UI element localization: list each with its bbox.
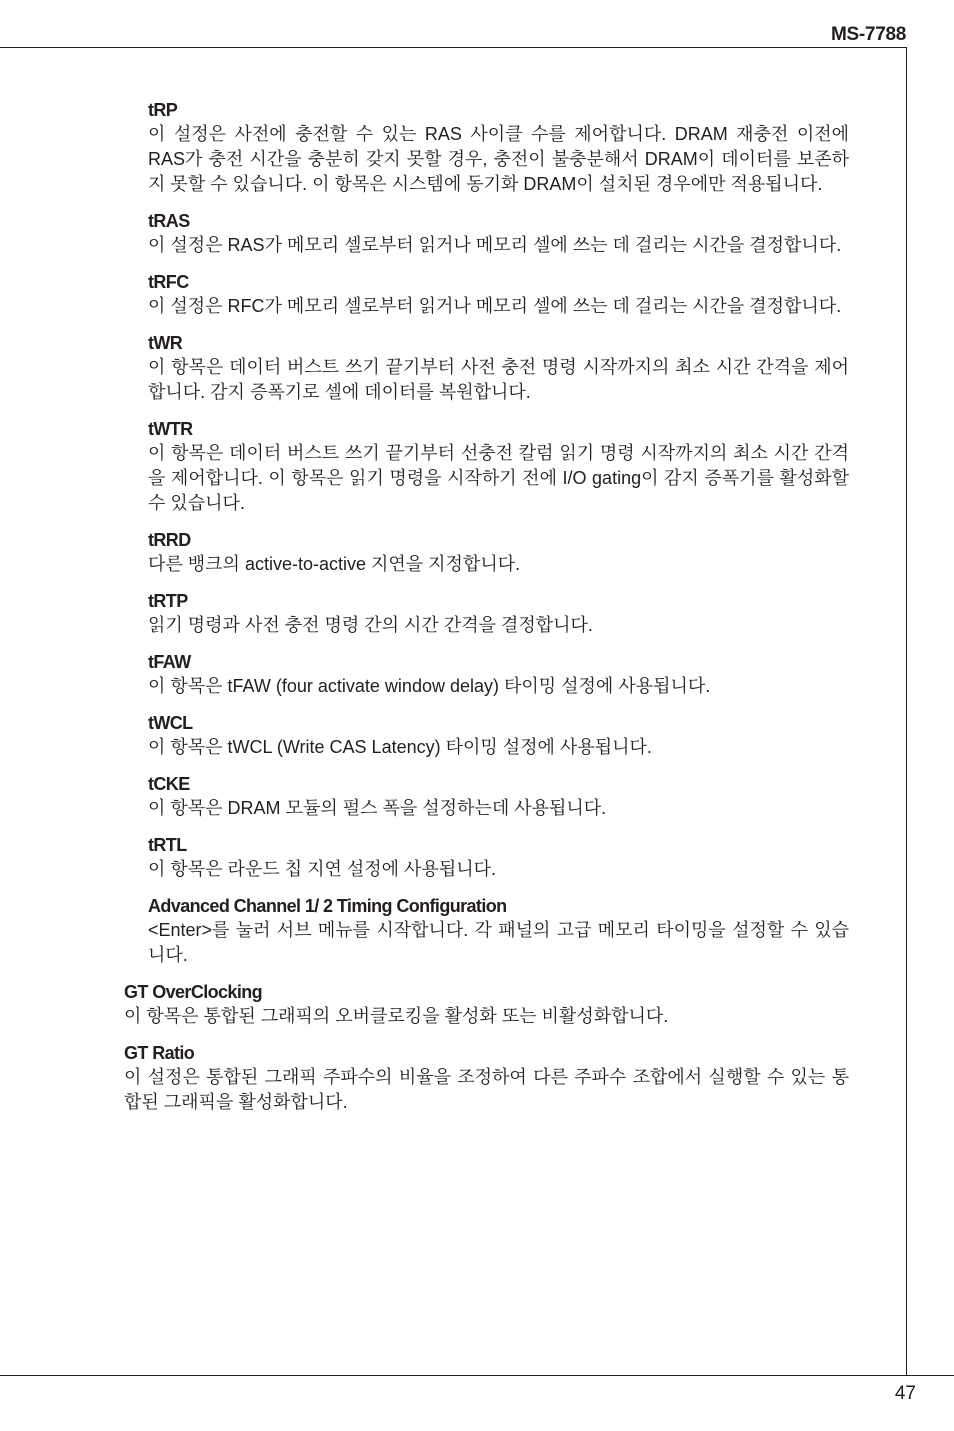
setting-tfaw — [148, 650, 849, 699]
setting-title: Advanced Channel 1/ 2 Timing Configuration — [148, 896, 507, 916]
setting-title: tRP — [148, 100, 178, 120]
setting-description: 다른 뱅크의 active-to-active 지연을 지정합니다. — [148, 554, 521, 574]
setting-description: 이 항목은 라운드 칩 지연 설정에 사용됩니다. — [148, 859, 496, 879]
setting-description: 이 항목은 데이터 버스트 쓰기 끝기부터 사전 충전 명령 시작까지의 최소 시간 간격을 제어합니다. 감지 증폭기로 셀에 데이터를 복원합니다. — [148, 357, 849, 402]
setting-title: tRTL — [148, 835, 187, 855]
setting-twtr — [148, 417, 849, 516]
setting-title: tRAS — [148, 211, 190, 231]
setting-advanced-channel-timing — [148, 894, 849, 968]
setting-title: tRTP — [148, 591, 188, 611]
setting-description: 이 항목은 DRAM 모듈의 펄스 폭을 설정하는데 사용됩니다. — [148, 798, 607, 818]
setting-twcl — [148, 711, 849, 760]
setting-description: 이 설정은 통합된 그래픽 주파수의 비율을 조정하여 다른 주파수 조합에서 실행할 수 있는 통합된 그래픽을 활성화합니다. — [124, 1067, 849, 1112]
setting-description: 이 항목은 통합된 그래픽의 오버클로킹을 활성화 또는 비활성화합니다. — [124, 1006, 669, 1026]
setting-description: 이 항목은 데이터 버스트 쓰기 끝기부터 선충전 칼럼 읽기 명령 시작까지의 최소 시간 간격을 제어합니다. 이 항목은 읽기 명령을 시작하기 전에 I/O gating이 감지 증폭기를 활성화할 수 있습니다. — [148, 443, 849, 513]
setting-title: tRRD — [148, 530, 191, 550]
setting-title: GT OverClocking — [124, 982, 263, 1002]
setting-description: 이 항목은 tFAW (four activate window delay) 타이밍 설정에 사용됩니다. — [148, 676, 711, 696]
header-rule — [0, 47, 907, 48]
setting-tras — [148, 209, 849, 258]
setting-trfc — [148, 270, 849, 319]
setting-description: 이 설정은 사전에 충전할 수 있는 RAS 사이클 수를 제어합니다. DRAM 재충전 이전에 RAS가 충전 시간을 충분히 갖지 못할 경우, 충전이 불충분해서 DRAM이 데이터를 보존하지 못할 수 있습니다. 이 항목은 시스템에 동기화 DRAM이 설치된 경우에만 적용됩니다. — [148, 124, 849, 194]
setting-trp — [148, 98, 849, 197]
setting-title: GT Ratio — [124, 1043, 195, 1063]
setting-title: tRFC — [148, 272, 189, 292]
setting-gt-ratio — [124, 1041, 849, 1115]
page-content — [0, 98, 954, 1127]
setting-title: tWR — [148, 333, 183, 353]
setting-title: tWTR — [148, 419, 193, 439]
setting-description: 이 항목은 tWCL (Write CAS Latency) 타이밍 설정에 사용됩니다. — [148, 737, 652, 757]
setting-description: 읽기 명령과 사전 충전 명령 간의 시간 간격을 결정합니다. — [148, 615, 593, 635]
setting-trtl — [148, 833, 849, 882]
setting-trtp — [148, 589, 849, 638]
setting-trrd — [148, 528, 849, 577]
setting-title: tWCL — [148, 713, 193, 733]
page-number: 47 — [894, 1383, 916, 1404]
setting-gt-overclocking — [124, 980, 849, 1029]
footer-rule — [0, 1375, 954, 1376]
setting-twr — [148, 331, 849, 405]
model-number: MS-7788 — [831, 24, 906, 45]
setting-tcke — [148, 772, 849, 821]
setting-description: 이 설정은 RFC가 메모리 셀로부터 읽거나 메모리 셀에 쓰는 데 걸리는 시간을 결정합니다. — [148, 296, 842, 316]
setting-description: 이 설정은 RAS가 메모리 셀로부터 읽거나 메모리 셀에 쓰는 데 걸리는 시간을 결정합니다. — [148, 235, 842, 255]
setting-title: tFAW — [148, 652, 191, 672]
setting-title: tCKE — [148, 774, 190, 794]
setting-description: <Enter>를 눌러 서브 메뉴를 시작합니다. 각 패널의 고급 메모리 타이밍을 설정할 수 있습니다. — [148, 920, 849, 965]
